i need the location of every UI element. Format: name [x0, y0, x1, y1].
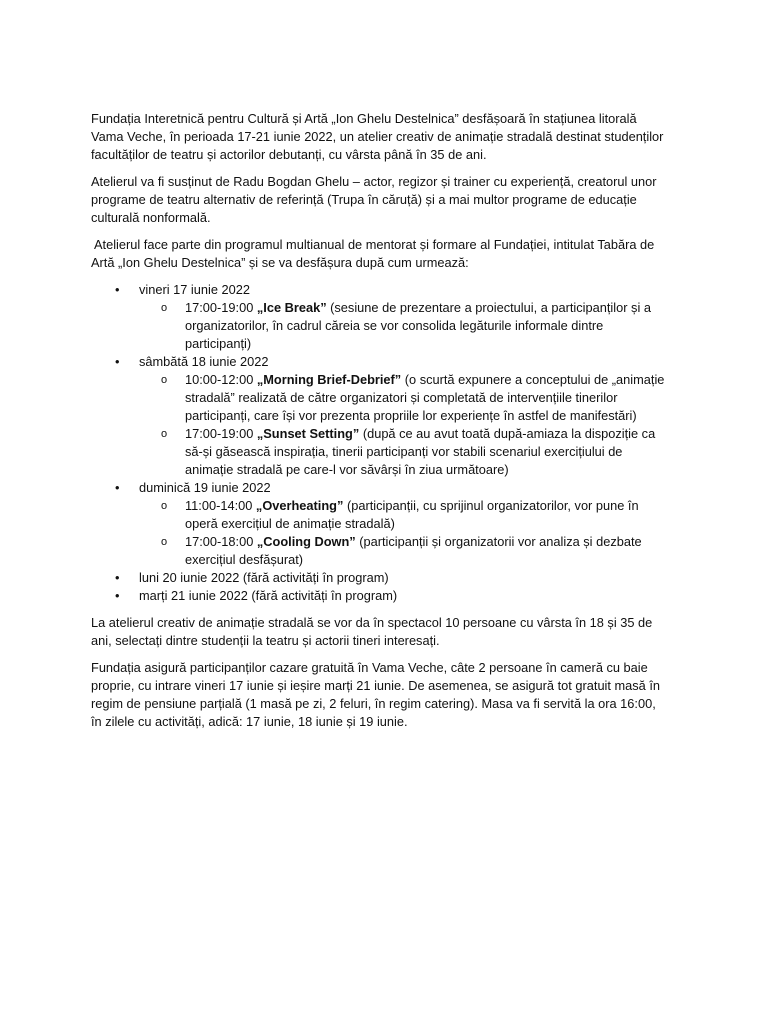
event-item: [139, 425, 669, 479]
event-list: [139, 371, 669, 479]
day-label: sâmbătă 18 iunie 2022: [139, 354, 269, 369]
day-label: duminică 19 iunie 2022: [139, 480, 271, 495]
day-label: vineri 17 iunie 2022: [139, 282, 250, 297]
event-description: (participanții, cu sprijinul organizatorilor, vor pune în operă exercițiul de animație stradală): [185, 498, 639, 531]
event-title: „Ice Break”: [256, 300, 327, 315]
event-description: (o scurtă expunere a conceptului de „animație stradală” realizată de către organizatori și completată de intervențiile tinerilor participanți, care își vor prezenta propriile lor experiențe în astfel de manifestări): [185, 372, 665, 423]
event-item: [139, 533, 669, 569]
event-description: (după ce au avut toată după-amiaza la dispoziție ca să-și găsească inspirația, tinerii participanți vor stabili scenariul exercițiului de animație stradală pe care-l vor săvârși în ziua următoare): [185, 426, 656, 477]
event-time: 17:00-19:00: [185, 426, 257, 441]
schedule-day: [91, 569, 669, 587]
event-item: [139, 497, 669, 533]
event-time: 17:00-18:00: [185, 534, 257, 549]
trainer-paragraph: Atelierul va fi susținut de Radu Bogdan Ghelu – actor, regizor și trainer cu experiență, creatorul unor programe de teatru alternativ de referință (Trupa în căruță) și a mai multor programe de educație culturală nonformală.: [91, 174, 657, 225]
schedule-day: [91, 353, 669, 479]
event-list: [139, 299, 669, 353]
day-label: marți 21 iunie 2022 (fără activități în program): [139, 588, 398, 603]
program-paragraph: Atelierul face parte din programul multianual de mentorat și formare al Fundației, intitulat Tabăra de Artă „Ion Ghelu Destelnica” și se va desfășura după cum urmează:: [91, 237, 655, 270]
event-item: [139, 299, 669, 353]
event-item: [139, 371, 669, 425]
schedule-day: [91, 587, 669, 605]
document-page: [91, 110, 669, 740]
schedule-list: [91, 281, 669, 605]
participants-paragraph: La atelierul creativ de animație stradală se vor da în spectacol 10 persoane cu vârsta în 18 și 35 de ani, selectați dintre studenții la teatru și actorii tineri interesați.: [91, 615, 653, 648]
event-description: (participanții și organizatorii vor analiza și dezbate exercițiul desfășurat): [185, 534, 642, 567]
schedule-day: [91, 479, 669, 569]
event-time: 17:00-19:00: [185, 300, 257, 315]
schedule-day: [91, 281, 669, 353]
event-title: „Overheating”: [255, 498, 344, 513]
event-time: 10:00-12:00: [185, 372, 257, 387]
event-time: 11:00-14:00: [185, 498, 256, 513]
accommodation-paragraph: Fundația asigură participanților cazare gratuită în Vama Veche, câte 2 persoane în cameră cu baie proprie, cu intrare vineri 17 iunie și ieșire marți 21 iunie. De asemenea, se asigură tot gratuit masă în regim de pensiune parțială (1 masă pe zi, 2 feluri, în regim catering). Masa va fi servită la ora 16:00, în zilele cu activități, adică: 17 iunie, 18 iunie și 19 iunie.: [91, 660, 661, 729]
intro-paragraph: Fundația Interetnică pentru Cultură și Artă „Ion Ghelu Destelnica” desfășoară în stațiunea litorală Vama Veche, în perioada 17-21 iunie 2022, un atelier creativ de animație stradală destinat studenților facultăților de teatru și actorilor debutanți, cu vârsta până în 35 de ani.: [91, 111, 664, 162]
event-title: „Sunset Setting”: [256, 426, 360, 441]
day-label: luni 20 iunie 2022 (fără activități în program): [139, 570, 389, 585]
event-description: (sesiune de prezentare a proiectului, a participanților și a organizatorilor, în cadrul căreia se vor consolida legăturile informale dintre participanți): [185, 300, 651, 351]
event-list: [139, 497, 669, 569]
event-title: „Cooling Down”: [256, 534, 356, 549]
event-title: „Morning Brief-Debrief”: [256, 372, 402, 387]
